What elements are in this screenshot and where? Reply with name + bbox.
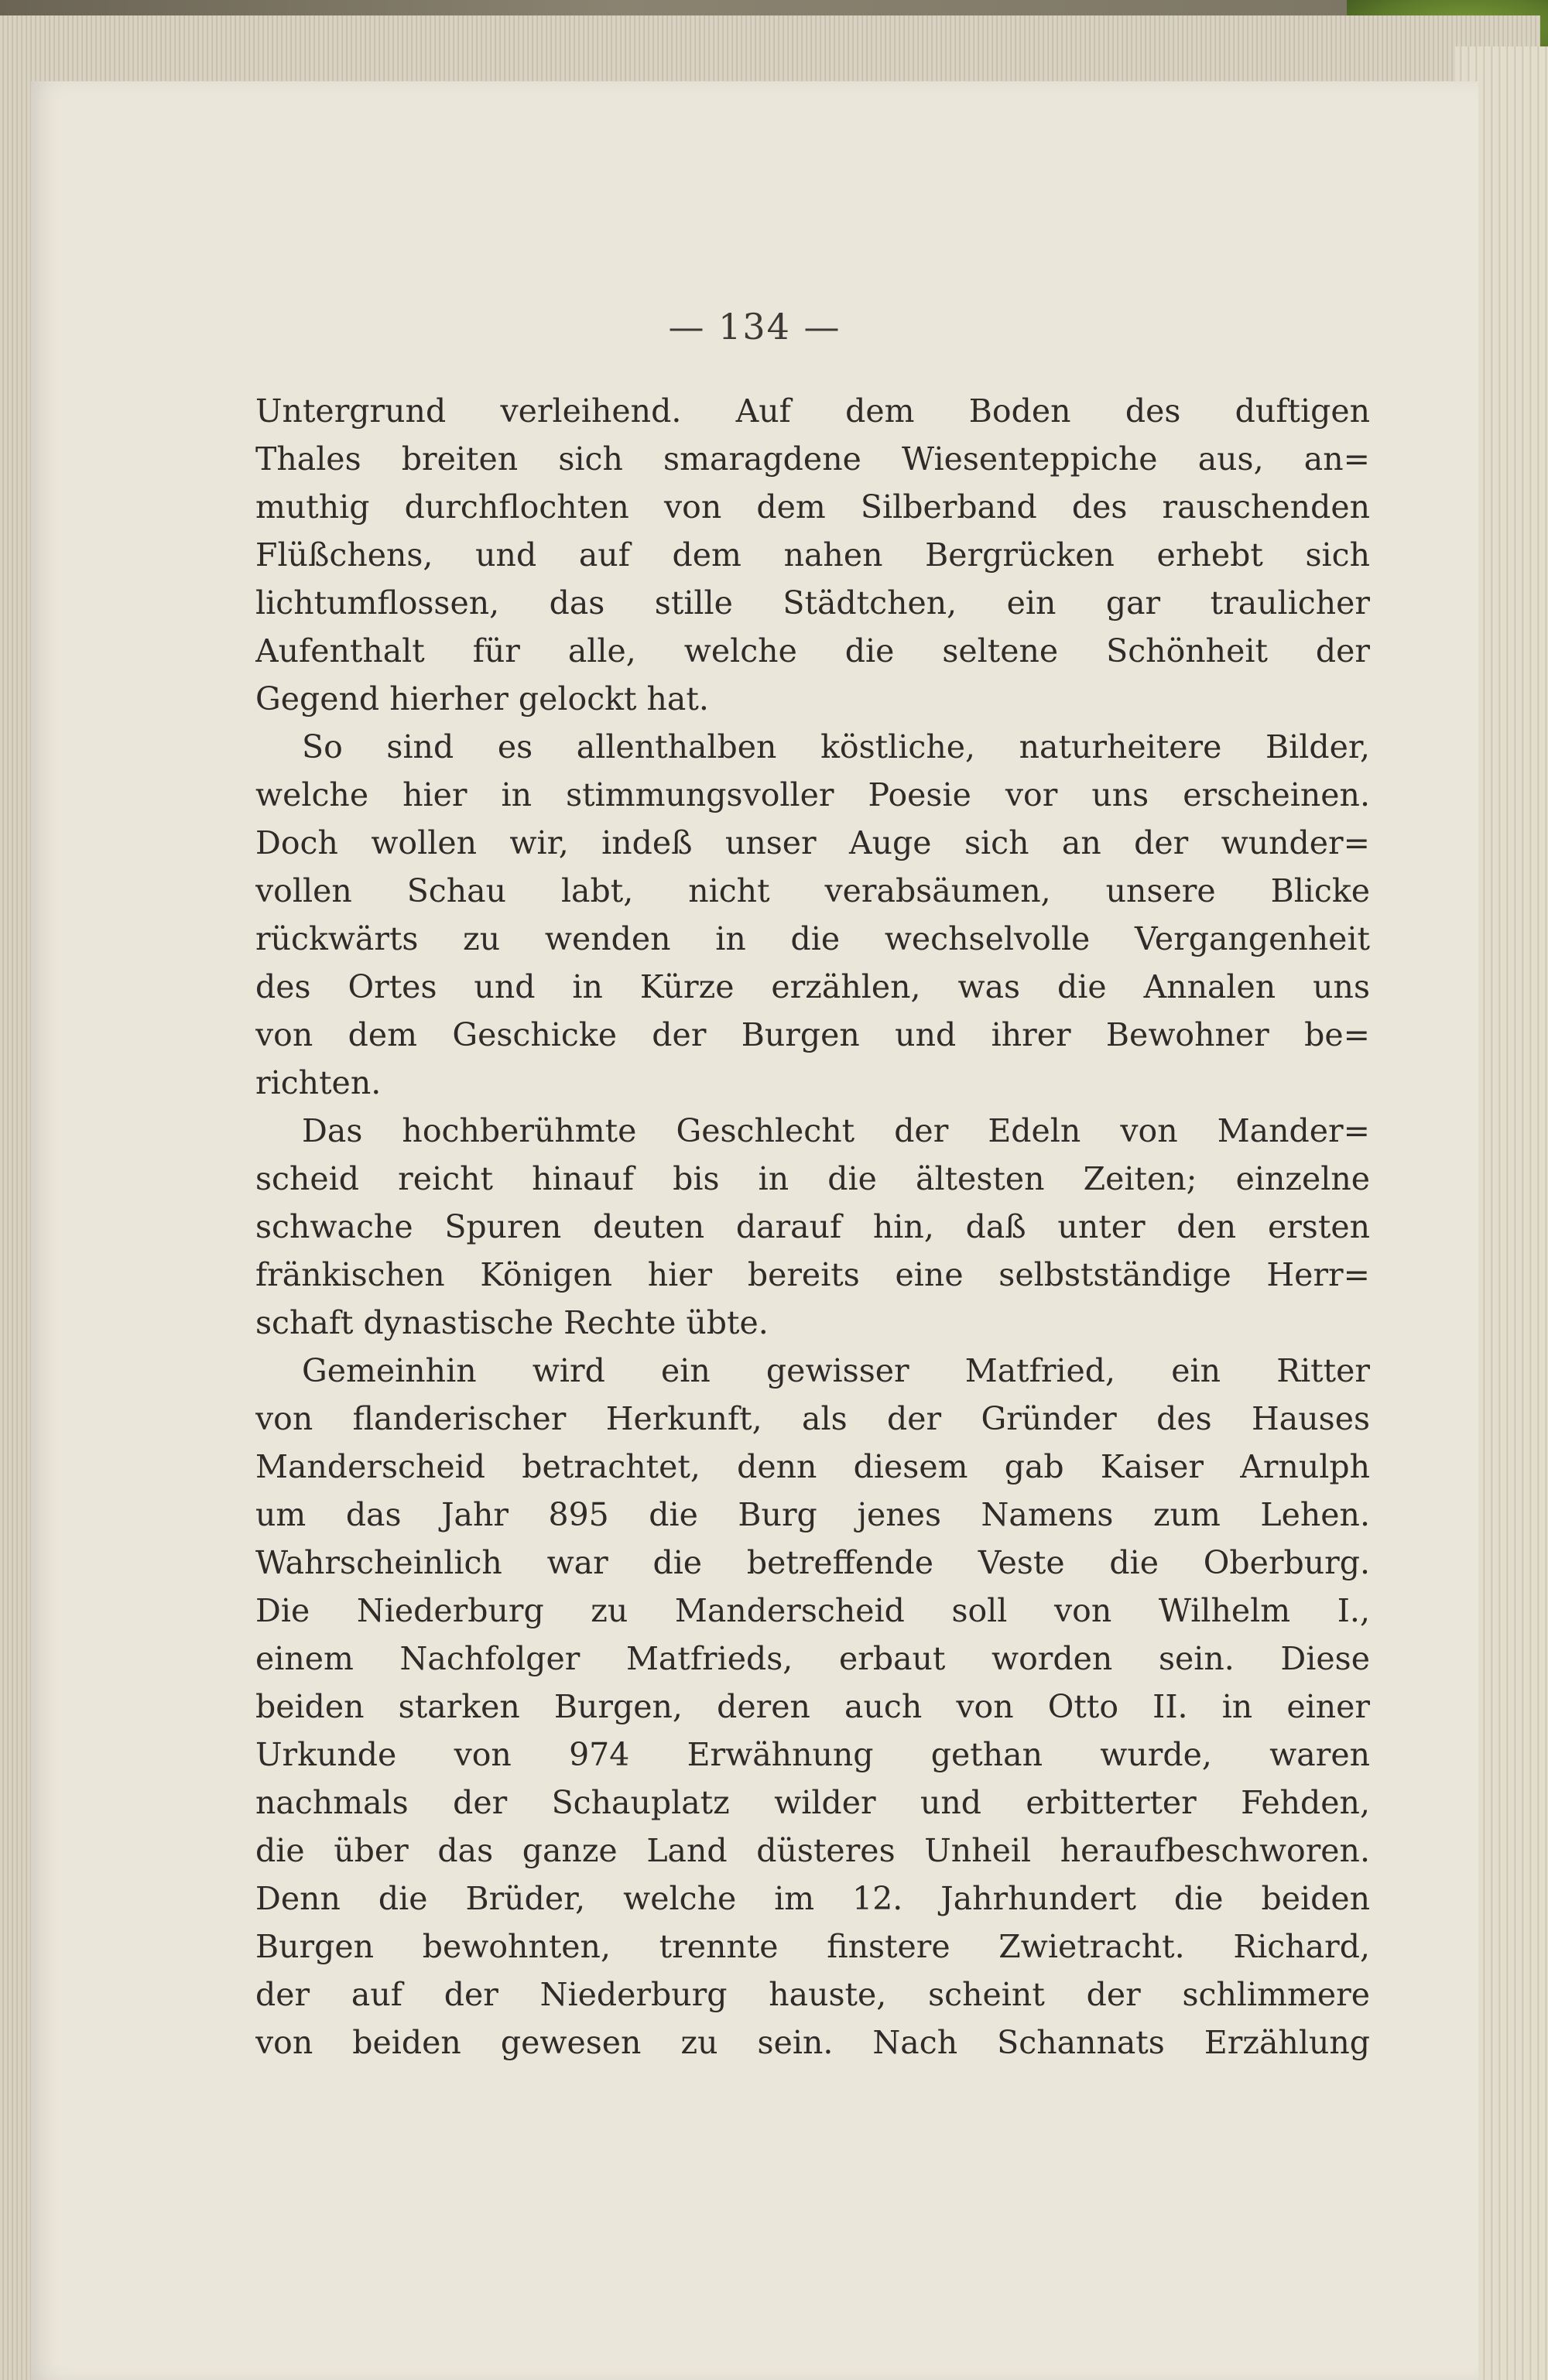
text-line: Urkunde von 974 Erwähnung gethan wurde, waren <box>255 1736 1370 1773</box>
text-line: So sind es allenthalben köstliche, naturheitere Bilder, <box>302 728 1370 765</box>
text-line: Gemeinhin wird ein gewisser Matfried, ein Ritter <box>302 1352 1370 1389</box>
text-line: des Ortes und in Kürze erzählen, was die Annalen uns <box>255 968 1370 1005</box>
text-line: Thales breiten sich smaragdene Wiesenteppiche aus, an= <box>255 440 1370 478</box>
text-line: der auf der Niederburg hauste, scheint der schlimmere <box>255 1976 1370 2013</box>
text-line: schaft dynastische Rechte übte. <box>255 1304 769 1341</box>
text-line: Untergrund verleihend. Auf dem Boden des duftigen <box>255 392 1370 430</box>
text-line: einem Nachfolger Matfrieds, erbaut worden sein. Diese <box>255 1640 1370 1677</box>
text-line: schwache Spuren deuten darauf hin, daß unter den ersten <box>255 1208 1370 1245</box>
text-line: die über das ganze Land düsteres Unheil heraufbeschworen. <box>255 1832 1370 1869</box>
text-line: nachmals der Schauplatz wilder und erbitterter Fehden, <box>255 1784 1370 1821</box>
text-line: um das Jahr 895 die Burg jenes Namens zum Lehen. <box>255 1496 1370 1533</box>
text-line: Gegend hierher gelockt hat. <box>255 680 709 717</box>
text-line: rückwärts zu wenden in die wechselvolle Vergangenheit <box>255 920 1370 957</box>
text-line: Flüßchens, und auf dem nahen Bergrücken erhebt sich <box>255 536 1370 574</box>
text-line: welche hier in stimmungsvoller Poesie vor uns erscheinen. <box>255 776 1370 813</box>
text-line: beiden starken Burgen, deren auch von Otto II. in einer <box>255 1688 1370 1725</box>
text-line: von flanderischer Herkunft, als der Gründer des Hauses <box>255 1400 1370 1437</box>
text-line: Wahrscheinlich war die betreffende Veste die Oberburg. <box>255 1544 1370 1581</box>
text-line: von beiden gewesen zu sein. Nach Schannats Erzählung <box>255 2024 1370 2061</box>
body-text <box>255 387 1370 2067</box>
text-line: Aufenthalt für alle, welche die seltene Schönheit der <box>255 632 1370 669</box>
text-line: Das hochberühmte Geschlecht der Edeln von Mander= <box>302 1112 1370 1149</box>
text-line: Doch wollen wir, indeß unser Auge sich an der wunder= <box>255 824 1370 861</box>
text-line: vollen Schau labt, nicht verabsäumen, unsere Blicke <box>255 872 1370 909</box>
book-page <box>31 81 1478 2380</box>
text-line: scheid reicht hinauf bis in die ältesten Zeiten; einzelne <box>255 1160 1370 1197</box>
page-number: — 134 — <box>668 306 841 348</box>
text-line: richten. <box>255 1064 382 1101</box>
text-line: Burgen bewohnten, trennte finstere Zwietracht. Richard, <box>255 1928 1370 1965</box>
text-line: Die Niederburg zu Manderscheid soll von Wilhelm I., <box>255 1592 1370 1629</box>
text-line: muthig durchflochten von dem Silberband des rauschenden <box>255 488 1370 526</box>
text-line: Denn die Brüder, welche im 12. Jahrhundert die beiden <box>255 1880 1370 1917</box>
text-line: lichtumflossen, das stille Städtchen, ein gar traulicher <box>255 584 1370 622</box>
text-line: von dem Geschicke der Burgen und ihrer Bewohner be= <box>255 1016 1370 1053</box>
text-line: Manderscheid betrachtet, denn diesem gab Kaiser Arnulph <box>255 1448 1370 1485</box>
text-line: fränkischen Königen hier bereits eine selbstständige Herr= <box>255 1256 1370 1293</box>
